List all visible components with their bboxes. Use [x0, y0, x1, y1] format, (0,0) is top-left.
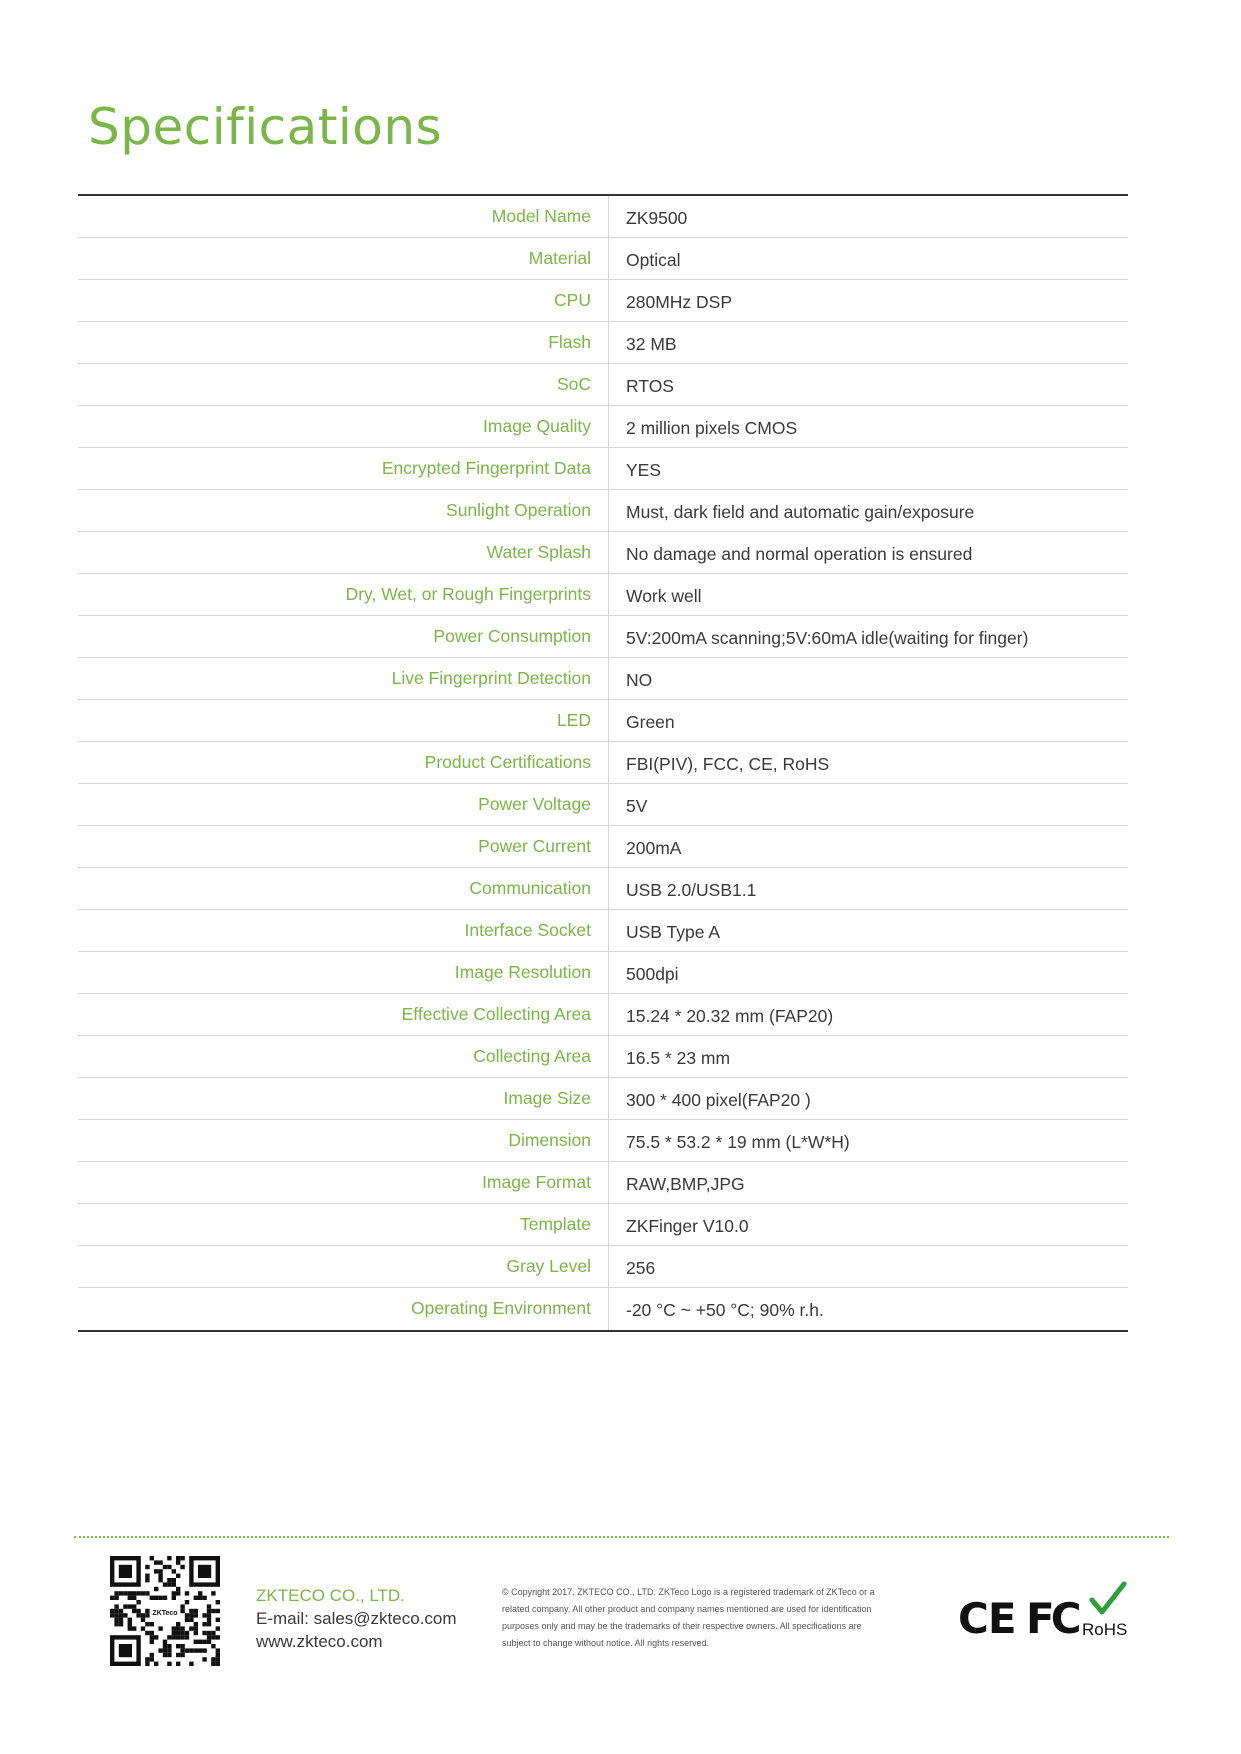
spec-row — [78, 406, 1128, 448]
spec-label: Water Splash — [78, 532, 609, 573]
legal-line: subject to change without notice. All rights reserved. — [502, 1638, 710, 1648]
spec-row — [78, 910, 1128, 952]
spec-label: Image Resolution — [78, 952, 609, 993]
rohs-mark-icon: RoHS — [1082, 1620, 1128, 1639]
spec-label: Model Name — [78, 196, 609, 237]
spec-table — [78, 194, 1128, 1332]
spec-row — [78, 1288, 1128, 1330]
rohs-check-icon — [1088, 1580, 1128, 1616]
certification-marks — [958, 1580, 1138, 1643]
spec-label: Sunlight Operation — [78, 490, 609, 531]
spec-value: Green — [626, 712, 675, 732]
company-info — [256, 1584, 457, 1653]
spec-value: 280MHz DSP — [626, 292, 733, 312]
spec-label: Interface Socket — [78, 910, 609, 951]
company-email: E-mail: sales@zkteco.com — [256, 1609, 457, 1628]
footer-divider — [74, 1536, 1169, 1538]
spec-label: Gray Level — [78, 1246, 609, 1287]
spec-row — [78, 700, 1128, 742]
spec-value: 256 — [626, 1258, 656, 1278]
spec-label: Communication — [78, 868, 609, 909]
spec-value: 16.5 * 23 mm — [626, 1048, 731, 1068]
spec-value: No damage and normal operation is ensured — [626, 544, 973, 564]
company-website: www.zkteco.com — [256, 1632, 383, 1651]
spec-row — [78, 322, 1128, 364]
spec-value: 15.24 * 20.32 mm (FAP20) — [626, 1006, 834, 1026]
spec-label: Template — [78, 1204, 609, 1245]
spec-row — [78, 1078, 1128, 1120]
spec-row — [78, 1204, 1128, 1246]
legal-line: © Copyright 2017. ZKTECO CO., LTD. ZKTeco Logo is a registered trademark of ZKTeco or a — [502, 1587, 875, 1597]
spec-row — [78, 952, 1128, 994]
spec-label: Collecting Area — [78, 1036, 609, 1077]
spec-value: 300 * 400 pixel(FAP20 ) — [626, 1090, 811, 1110]
ce-mark-icon: CE — [958, 1594, 1016, 1643]
spec-value: Work well — [626, 586, 702, 606]
spec-row — [78, 616, 1128, 658]
spec-value: 500dpi — [626, 964, 679, 984]
spec-value: RTOS — [626, 376, 674, 396]
spec-row — [78, 364, 1128, 406]
spec-label: Product Certifications — [78, 742, 609, 783]
spec-label: Dimension — [78, 1120, 609, 1161]
spec-row — [78, 238, 1128, 280]
qr-logo-text: ZKTeco — [152, 1610, 178, 1617]
spec-value: FBI(PIV), FCC, CE, RoHS — [626, 754, 830, 774]
spec-row — [78, 532, 1128, 574]
legal-line: related company. All other product and company names mentioned are used for identification — [502, 1604, 872, 1614]
spec-row — [78, 448, 1128, 490]
spec-row — [78, 1120, 1128, 1162]
spec-label: Live Fingerprint Detection — [78, 658, 609, 699]
spec-row — [78, 1162, 1128, 1204]
spec-value: USB 2.0/USB1.1 — [626, 880, 757, 900]
spec-value: RAW,BMP,JPG — [626, 1174, 745, 1194]
qr-code-icon — [110, 1556, 220, 1666]
spec-label: Power Voltage — [78, 784, 609, 825]
spec-value: NO — [626, 670, 653, 690]
spec-label: LED — [78, 700, 609, 741]
spec-row — [78, 1246, 1128, 1288]
spec-value: 2 million pixels CMOS — [626, 418, 798, 438]
spec-label: Material — [78, 238, 609, 279]
spec-value: 75.5 * 53.2 * 19 mm (L*W*H) — [626, 1132, 850, 1152]
spec-value: 5V — [626, 796, 648, 816]
spec-value: 5V:200mA scanning;5V:60mA idle(waiting for finger) — [626, 628, 1029, 648]
spec-row — [78, 490, 1128, 532]
spec-row — [78, 658, 1128, 700]
spec-row — [78, 574, 1128, 616]
spec-label: Encrypted Fingerprint Data — [78, 448, 609, 489]
spec-row — [78, 196, 1128, 238]
spec-label: Flash — [78, 322, 609, 363]
spec-label: Power Consumption — [78, 616, 609, 657]
spec-row — [78, 742, 1128, 784]
spec-label: Image Quality — [78, 406, 609, 447]
spec-row — [78, 868, 1128, 910]
spec-value: -20 °C ~ +50 °C; 90% r.h. — [626, 1300, 824, 1320]
spec-value: USB Type A — [626, 922, 721, 942]
spec-row — [78, 826, 1128, 868]
page-title: Specifications — [88, 98, 443, 156]
spec-value: 32 MB — [626, 334, 677, 354]
spec-value: Optical — [626, 250, 681, 270]
fcc-mark-icon: FC — [1026, 1594, 1078, 1643]
spec-label: Image Format — [78, 1162, 609, 1203]
legal-notice — [502, 1584, 897, 1652]
spec-row — [78, 994, 1128, 1036]
company-name: ZKTECO CO., LTD. — [256, 1586, 405, 1605]
spec-label: SoC — [78, 364, 609, 405]
spec-label: Power Current — [78, 826, 609, 867]
spec-value: ZK9500 — [626, 208, 688, 228]
spec-label: CPU — [78, 280, 609, 321]
spec-value: 200mA — [626, 838, 682, 858]
spec-label: Operating Environment — [78, 1288, 609, 1330]
spec-value: YES — [626, 460, 662, 480]
spec-label: Image Size — [78, 1078, 609, 1119]
legal-line: purposes only and may be the trademarks of their respective owners. All specifications are — [502, 1621, 862, 1631]
spec-row — [78, 280, 1128, 322]
spec-value: ZKFinger V10.0 — [626, 1216, 749, 1236]
spec-label: Dry, Wet, or Rough Fingerprints — [78, 574, 609, 615]
spec-row — [78, 1036, 1128, 1078]
spec-row — [78, 784, 1128, 826]
spec-label: Effective Collecting Area — [78, 994, 609, 1035]
spec-value: Must, dark field and automatic gain/exposure — [626, 502, 975, 522]
